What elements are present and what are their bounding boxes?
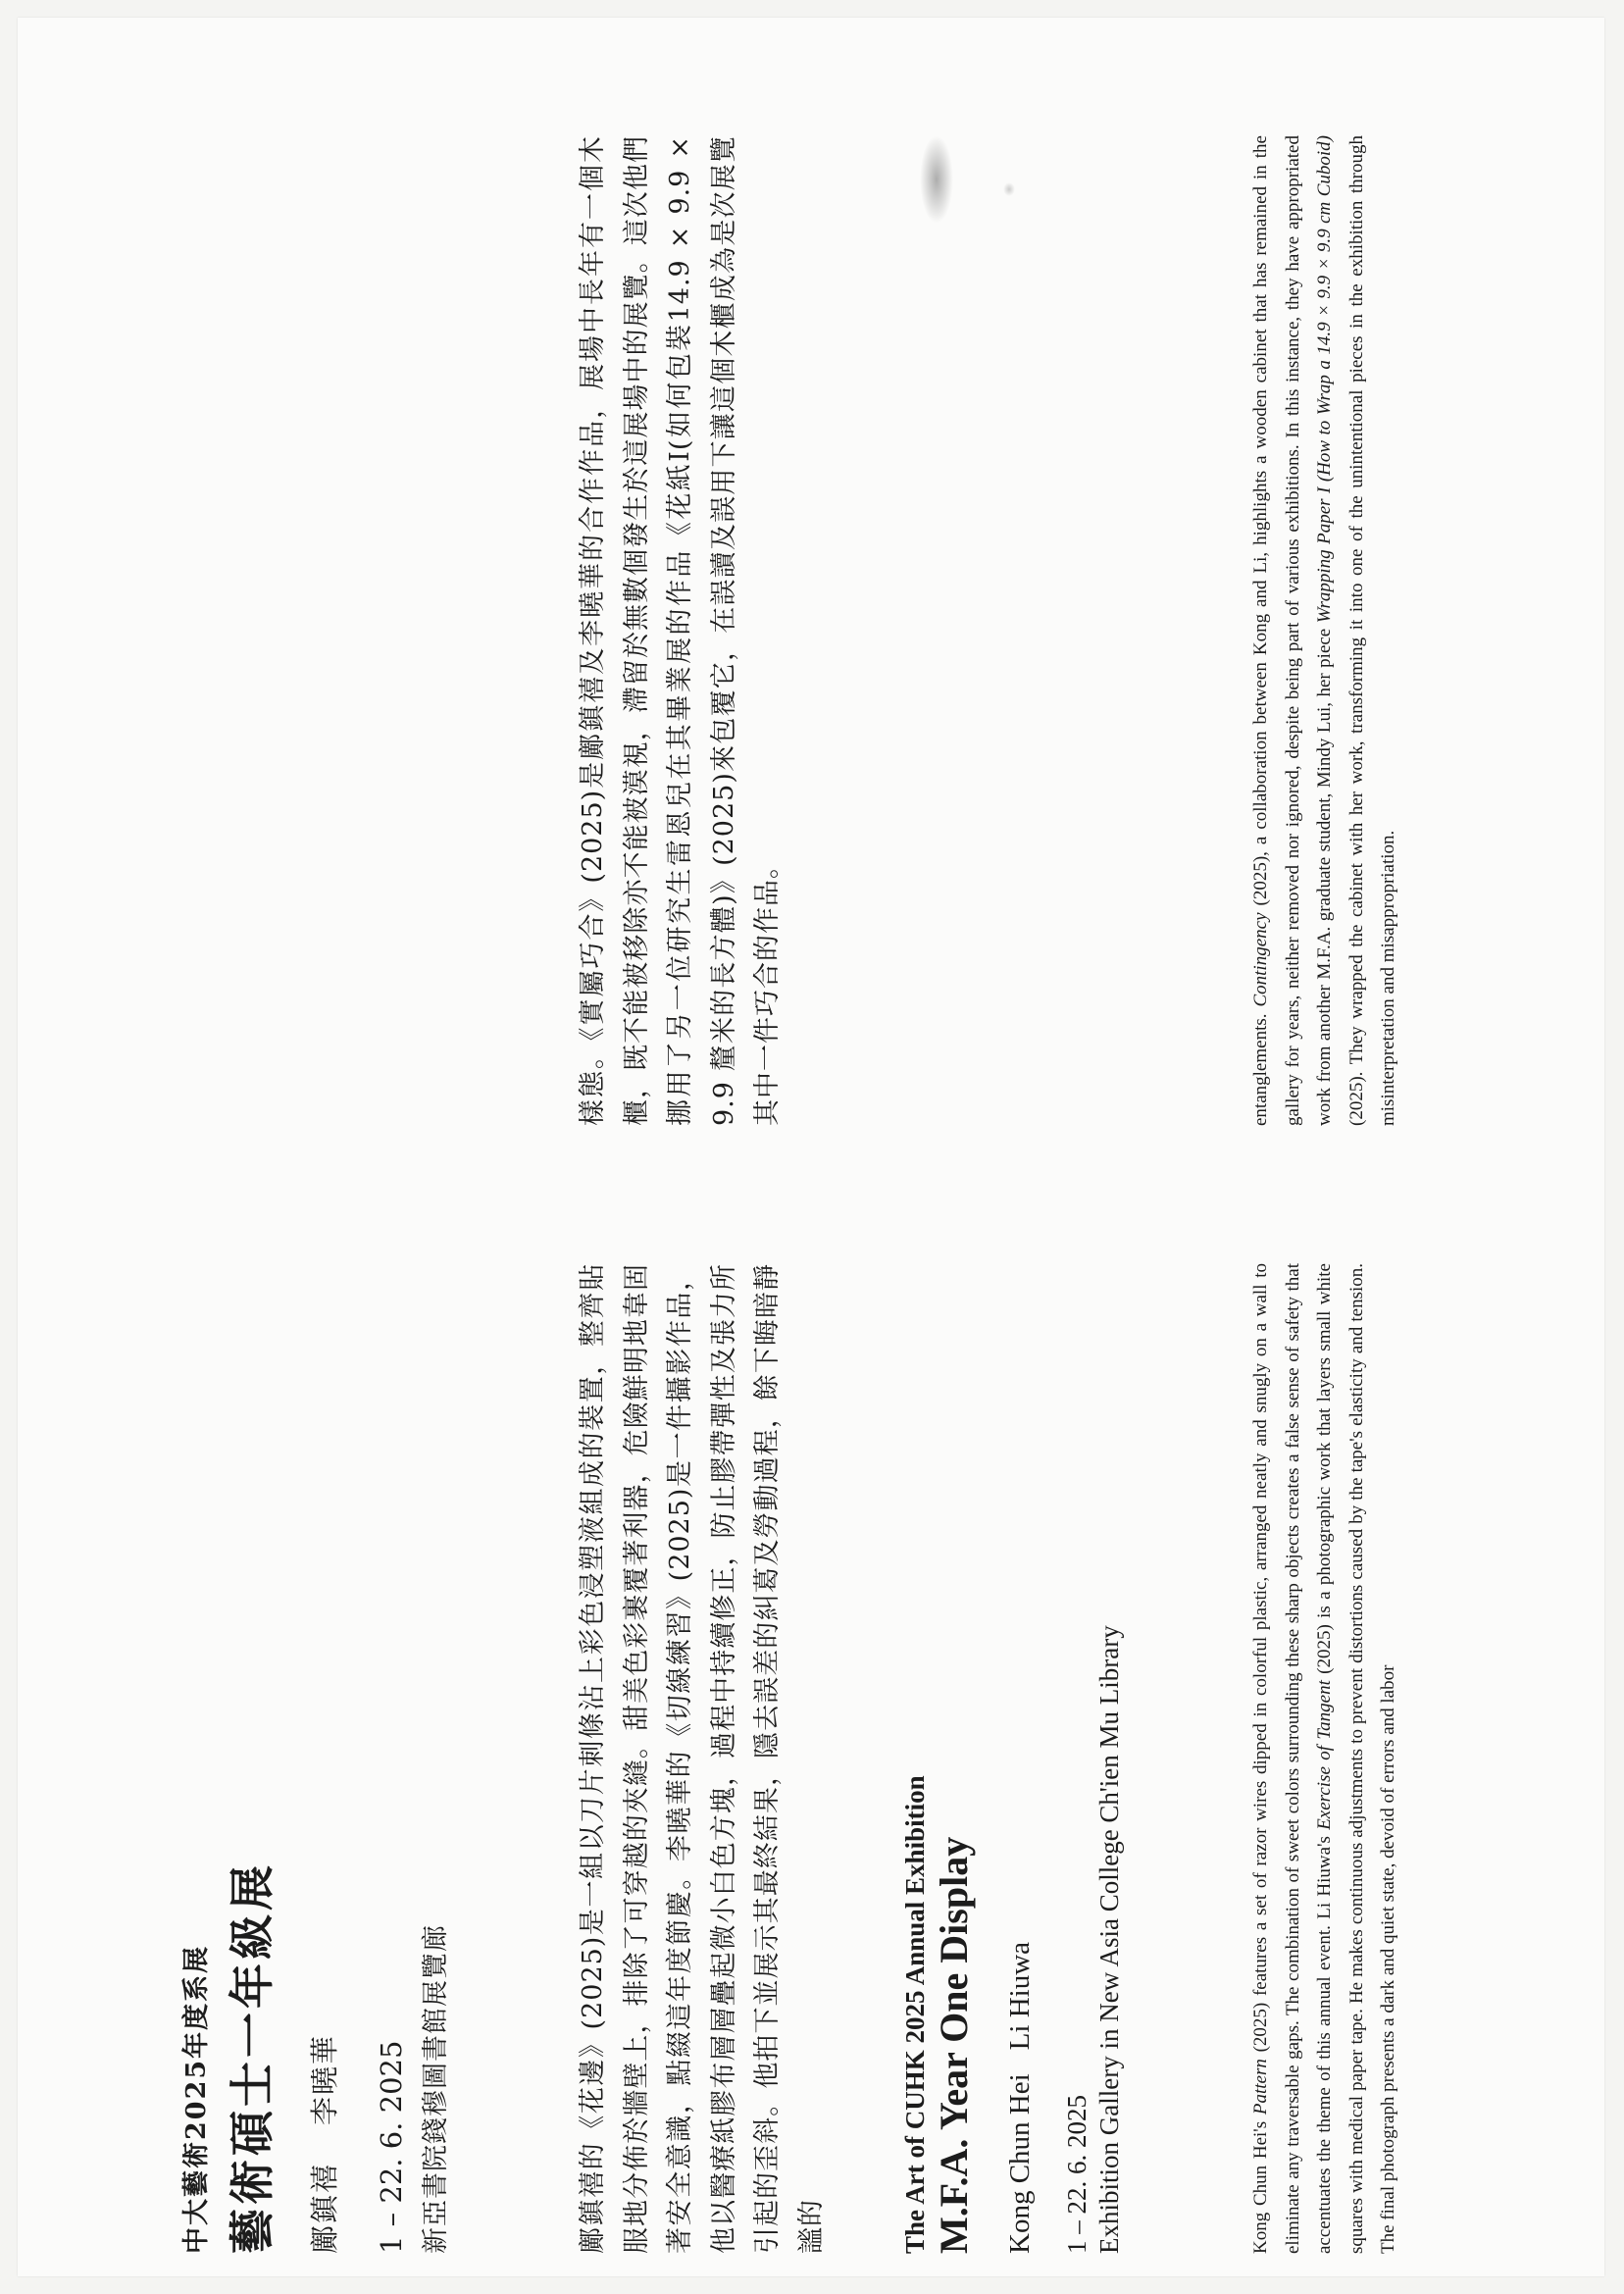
english-body-1-text-b: (2025) features a set of razor wires dipped in colorful plastic, arranged neatly and snugly on a wall to eliminate any traversable gaps. The combination of sweet colors surrounding these sharp objects creates a false sense of safety that accentuates the theme of this annual event. Li Hiuwa's [1250,1263,1335,2254]
chinese-title: 藝術碩士一年級展 [226,1861,279,2254]
english-header [900,1224,1125,2254]
english-body-1-text-c: (2025) is a photographic work that layers small white squares with medical paper tape. He makes continuous adjustments to prevent distortions caused by the tape's elasticity and tension. The final photograph presents a dark and quiet state, devoid of errors and labor [1314,1263,1398,2254]
english-body-2-text-a: entanglements. [1250,1006,1271,1126]
english-body-1-text-a: Kong Chun Hei's [1250,2115,1271,2254]
english-body-2-text-c: (2025). They wrapped the cabinet with her work, transforming it into one of the unintentional pieces in the exhibition through misinterpretation and misappropriation. [1345,135,1398,1126]
chinese-date: 1 – 22. 6. 2025 [375,2040,408,2254]
artwork-title-contingency: Contingency [1250,912,1271,1007]
english-venue: Exhibition Gallery in New Asia College Ch'ien Mu Library [1094,1625,1124,2254]
artwork-title-exercise-of-tangent: Exercise of Tangent [1314,1680,1335,1830]
chinese-artist-2: 李曉華 [308,2033,341,2125]
english-body-2-text-b: (2025), a collaboration between Kong and Li, highlights a wooden cabinet that has remained in the gallery for years, neither removed nor ignored, despite being part of various exhibitions. In this instance, they have appropriated work from another M.F.A. graduate student, Mindy Lui, her piece [1250,135,1335,1126]
english-artist-1: Kong Chun Hei [1004,2073,1036,2254]
english-date: 1 – 22. 6. 2025 [1062,2095,1091,2254]
chinese-header [175,1322,452,2254]
chinese-artist-1: 鄺鎮禧 [308,2162,341,2254]
english-body-column-1 [1245,1263,1405,2254]
scanned-page [18,18,1604,2276]
artwork-title-wrapping-paper: Wrapping Paper I (How to Wrap a 14.9 × 9.9 × 9.9 cm Cuboid) [1314,135,1335,624]
english-artist-2: Li Hiuwa [1004,1941,1036,2051]
english-title: M.F.A. Year One Display [932,1836,976,2254]
artwork-title-pattern: Pattern [1250,2059,1271,2116]
chinese-body-column-1: 鄺鎮禧的《花邊》(2025)是一組以刀片刺條沾上彩色浸塑液組成的裝置，整齊貼服地分佈於牆壁上，排除了可穿越的夾縫。甜美色彩裹覆著利器，危險鮮明地韋固著安全意識，點綴這年度節慶。李曉華的《切線練習》(2025)是一件攝影作品，他以醫療紙膠布層層疊起微小白色方塊，過程中持續修正，防止膠帶彈性及張力所引起的歪斜。他拍下並展示其最終結果，隱去誤差的糾葛及勞動過程，餘下晦暗靜謐的 [578,1263,827,2254]
chinese-artists [303,1322,343,2254]
chinese-venue: 新亞書院錢穆圖書館展覽廊 [421,1924,451,2254]
rotated-content [18,37,1624,2254]
chinese-supertitle: 中大藝術2025年度系展 [181,1944,212,2254]
english-artists [1004,1224,1037,2254]
english-body-column-2 [1245,135,1405,1126]
english-supertitle: The Art of CUHK 2025 Annual Exhibition [900,1775,930,2254]
chinese-body-column-2: 樣態。《實屬巧合》(2025)是鄺鎮禧及李曉華的合作作品，展場中長年有一個木櫃，既不能被移除亦不能被漠視，滯留於無數個發生於這展場中的展覽。這次他們挪用了另一位研究生雷恩兒在其畢業展的作品《花紙I(如何包裝14.9 × 9.9 × 9.9 釐米的長方體)》(2025)來包覆它，在誤讀及誤用下讓這個木櫃成為是次展覽其中一件巧合的作品。 [578,135,783,1126]
